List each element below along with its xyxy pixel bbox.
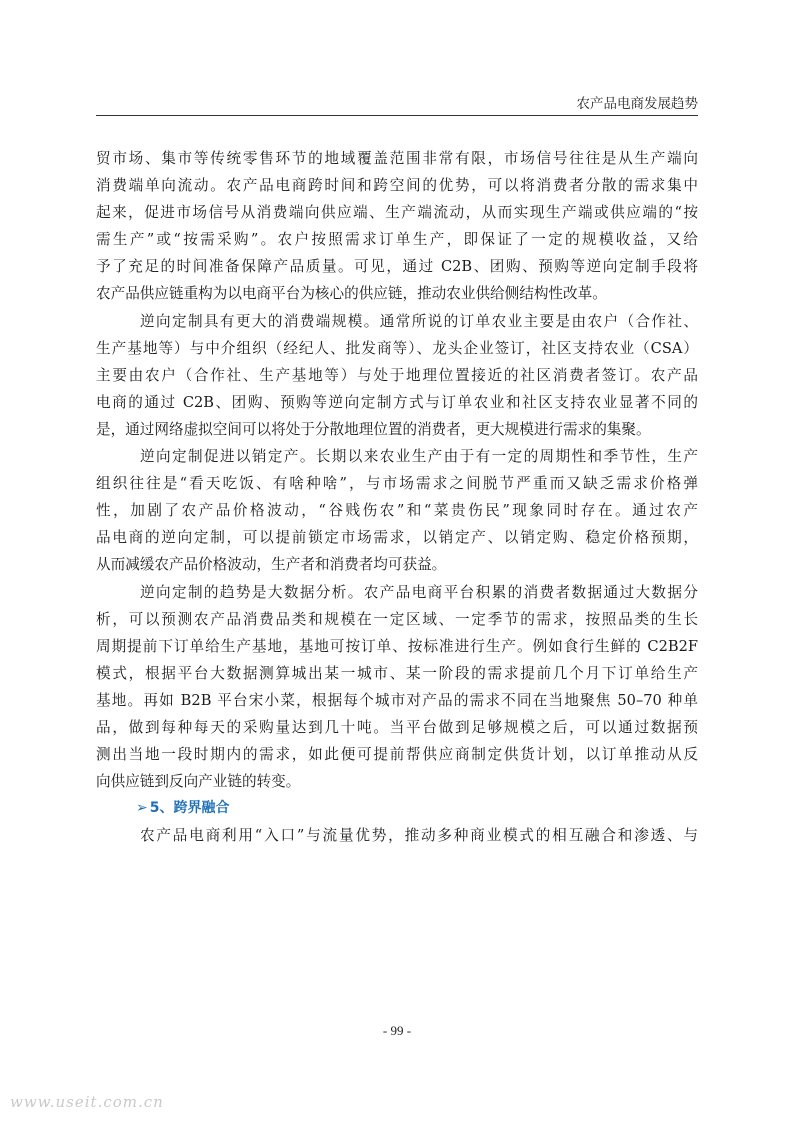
paragraph-2 bbox=[96, 308, 698, 443]
paragraph-line: 电商的通过 C2B、团购、预购等逆向定制方式与订单农业和社区支持农业显著不同的 bbox=[96, 393, 698, 411]
paragraph-4 bbox=[96, 579, 698, 796]
paragraph-line: 向供应链到反向产业链的转变。 bbox=[96, 773, 301, 791]
paragraph-line: 是，通过网络虚拟空间可以将处于分散地理位置的消费者，更大规模进行需求的集聚。 bbox=[96, 420, 651, 438]
page-body bbox=[96, 145, 698, 849]
paragraph-line: 从而减缓农产品价格波动，生产者和消费者均可获益。 bbox=[96, 556, 447, 574]
watermark: www.useit.com.cn bbox=[10, 1093, 164, 1111]
paragraph-1 bbox=[96, 145, 698, 308]
paragraph-line: 析，可以预测农产品消费品类和规模在一定区域、一定季节的需求，按照品类的生长 bbox=[96, 610, 698, 628]
paragraph-line: 农产品电商利用“入口”与流量优势，推动多种商业模式的相互融合和渗透、与 bbox=[140, 827, 698, 845]
paragraph-line: 消费端单向流动。农产品电商跨时间和跨空间的优势，可以将消费者分散的需求集中 bbox=[96, 177, 698, 195]
running-header-title: 农产品电商发展趋势 bbox=[576, 96, 698, 112]
paragraph-line: 逆向定制促进以销定产。长期以来农业生产由于有一定的周期性和季节性，生产 bbox=[140, 448, 698, 466]
section-heading-text: 5、跨界融合 bbox=[149, 800, 230, 817]
paragraph-line: 模式，根据平台大数据测算城出某一城市、某一阶段的需求提前几个月下订单给生产 bbox=[96, 664, 698, 682]
paragraph-5 bbox=[96, 822, 698, 849]
page-number: - 99 - bbox=[382, 1023, 412, 1038]
paragraph-3 bbox=[96, 443, 698, 578]
paragraph-line: 逆向定制具有更大的消费端规模。通常所说的订单农业主要是由农户（合作社、 bbox=[140, 312, 698, 330]
paragraph-line: 基地。再如 B2B 平台宋小菜，根据每个城市对产品的需求不同在当地聚焦 50–70 种单 bbox=[96, 691, 698, 709]
paragraph-line: 周期提前下订单给生产基地，基地可按订单、按标准进行生产。例如食行生鲜的 C2B2F bbox=[96, 637, 698, 655]
paragraph-line: 起来，促进市场信号从消费端向供应端、生产端流动，从而实现生产端或供应端的“按 bbox=[96, 204, 698, 222]
section-heading bbox=[96, 795, 698, 822]
header-rule bbox=[96, 115, 698, 116]
paragraph-line: 测出当地一段时期内的需求，如此便可提前帮供应商制定供货计划，以订单推动从反 bbox=[96, 746, 698, 764]
paragraph-line: 需生产”或“按需采购”。农户按照需求订单生产，即保证了一定的规模收益，又给 bbox=[96, 231, 698, 249]
paragraph-line: 组织往往是“看天吃饭、有啥种啥”，与市场需求之间脱节严重而又缺乏需求价格弹 bbox=[96, 475, 698, 493]
paragraph-line: 品电商的逆向定制，可以提前锁定市场需求，以销定产、以销定购、稳定价格预期， bbox=[96, 529, 698, 547]
paragraph-line: 生产基地等）与中介组织（经纪人、批发商等）、龙头企业签订，社区支持农业（CSA） bbox=[96, 339, 698, 357]
arrow-bullet-icon: ➢ bbox=[136, 800, 148, 817]
paragraph-line: 贸市场、集市等传统零售环节的地域覆盖范围非常有限，市场信号往往是从生产端向 bbox=[96, 150, 698, 167]
paragraph-line: 品，做到每种每天的采购量达到几十吨。当平台做到足够规模之后，可以通过数据预 bbox=[96, 718, 698, 736]
paragraph-line: 予了充足的时间准备保障产品质量。可见，通过 C2B、团购、预购等逆向定制手段将 bbox=[96, 258, 698, 276]
paragraph-line: 逆向定制的趋势是大数据分析。农产品电商平台积累的消费者数据通过大数据分 bbox=[140, 583, 698, 601]
paragraph-line: 性，加剧了农产品价格波动，“谷贱伤农”和“菜贵伤民”现象同时存在。通过农产 bbox=[96, 502, 698, 520]
paragraph-line: 农产品供应链重构为以电商平台为核心的供应链，推动农业供给侧结构性改革。 bbox=[96, 285, 607, 303]
paragraph-line: 主要由农户（合作社、生产基地等）与处于地理位置接近的社区消费者签订。农产品 bbox=[96, 366, 698, 384]
